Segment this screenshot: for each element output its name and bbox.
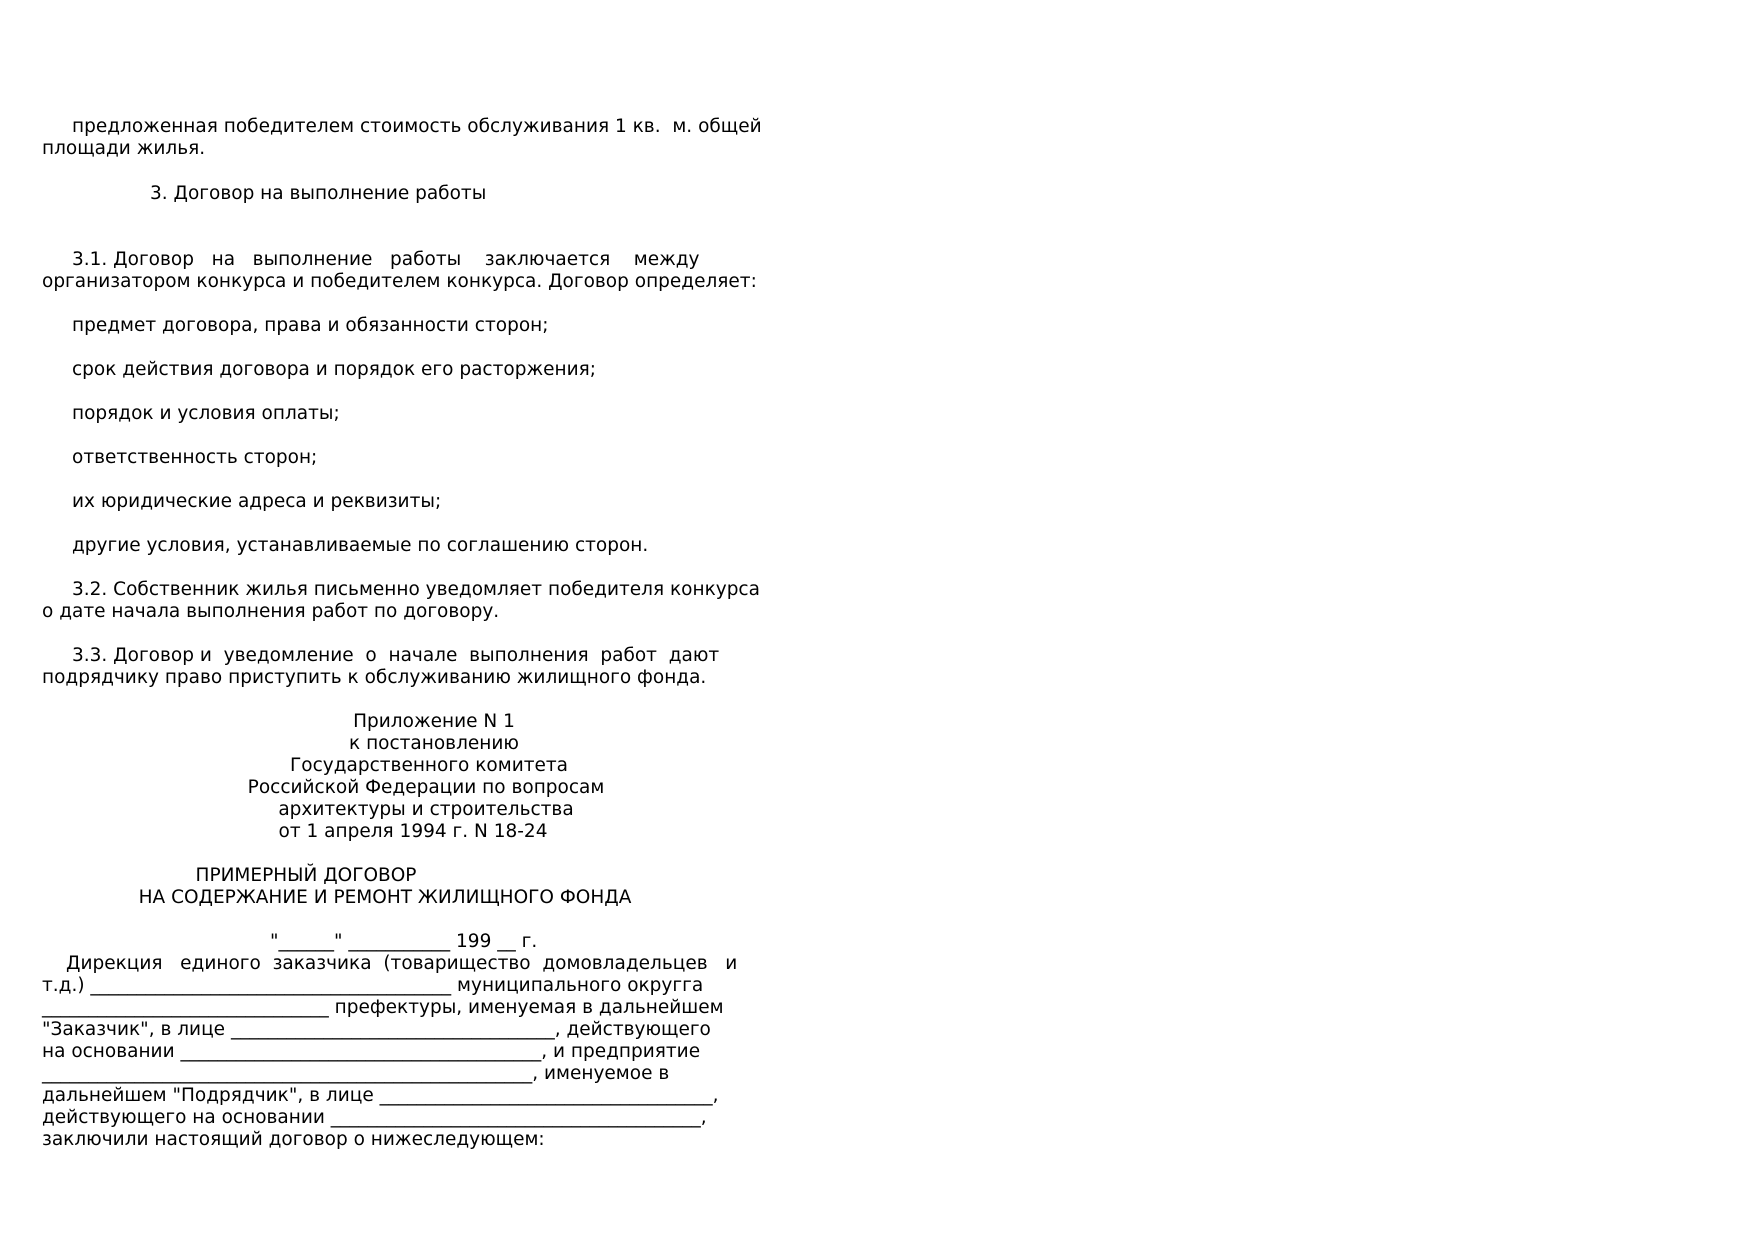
preamble-line: дальнейшем "Подрядчик", в лице ____________________________________, bbox=[42, 1085, 719, 1106]
preamble-line: "Заказчик", в лице ___________________________________, действующего bbox=[42, 1019, 711, 1040]
list-item: порядок и условия оплаты; bbox=[72, 403, 340, 424]
paragraph-3-2-line-2: о дате начала выполнения работ по договору. bbox=[42, 601, 500, 622]
list-item: их юридические адреса и реквизиты; bbox=[72, 491, 442, 512]
list-item: ответственность сторон; bbox=[72, 447, 318, 468]
contract-date-line: "______" ___________ 199 __ г. bbox=[270, 931, 538, 952]
list-item: срок действия договора и порядок его расторжения; bbox=[72, 359, 596, 380]
preamble-line: _______________________________ префектуры, именуемая в дальнейшем bbox=[42, 997, 724, 1018]
intro-line-1: предложенная победителем стоимость обслуживания 1 кв. м. общей bbox=[72, 116, 762, 137]
paragraph-3-2-line-1: 3.2. Собственник жилья письменно уведомляет победителя конкурса bbox=[72, 579, 760, 600]
document-page: предложенная победителем стоимость обслуживания 1 кв. м. общей площади жилья. 3. Договор на выполнение работы 3.1. Договор на выполнение работы заключается между организатором конкурса и победителем конкурса. Договор определяет: предмет договора, права и обязанности сторон; срок действия договора и порядок его расторжения; порядок и условия оплаты; ответственность сторон; их юридические адреса и реквизиты; другие условия, устанавливаемые по соглашению сторон. 3.2. Собственник жилья письменно уведомляет победителя конкурса о дате начала выполнения работ по договору. 3.3. Договор и уведомление о начале выполнения работ дают подрядчику право приступить к обслуживанию жилищного фонда. Приложение N 1 к постановлению Государственного комитета Российской Федерации по вопросам архитектуры и строительства от 1 апреля 1994 г. N 18-24 ПРИМЕРНЫЙ ДОГОВОР НА СОДЕРЖАНИЕ И РЕМОНТ ЖИЛИЩНОГО ФОНДА "______" ___________ 199 __ г. Дирекция единого заказчика (товарищество домовладельцев и т.д.) _______________________________________ муниципального округга _______________________________ префектуры, именуемая в дальнейшем "Заказчик", в лице ___________________________________, действующего на основании _______________________________________, и предприятие _____________________________________________________, именуемое в дальнейшем "Подрядчик", в лице ____________________________________, действующего на основании ________________________________________, заключили настоящий договор о нижеследующем: bbox=[42, 116, 762, 1150]
intro-line-2: площади жилья. bbox=[42, 138, 206, 159]
paragraph-3-3-line-1: 3.3. Договор и уведомление о начале выполнения работ дают bbox=[72, 645, 720, 666]
preamble-line: Дирекция единого заказчика (товарищество домовладельцев и bbox=[66, 953, 738, 974]
section-3-title: 3. Договор на выполнение работы bbox=[150, 183, 487, 204]
list-item: предмет договора, права и обязанности сторон; bbox=[72, 315, 549, 336]
paragraph-3-1-line-2: организатором конкурса и победителем конкурса. Договор определяет: bbox=[42, 271, 757, 292]
preamble-line: _____________________________________________________, именуемое в bbox=[42, 1063, 670, 1084]
preamble-line: действующего на основании ________________________________________, bbox=[42, 1107, 707, 1128]
paragraph-3-1-line-1: 3.1. Договор на выполнение работы заключается между bbox=[72, 249, 700, 270]
preamble-line: т.д.) _______________________________________ муниципального округга bbox=[42, 975, 704, 996]
list-item: другие условия, устанавливаемые по соглашению сторон. bbox=[72, 535, 649, 556]
paragraph-3-3-line-2: подрядчику право приступить к обслуживанию жилищного фонда. bbox=[42, 667, 707, 688]
preamble-line: заключили настоящий договор о нижеследующем: bbox=[42, 1129, 545, 1150]
preamble-line: на основании _______________________________________, и предприятие bbox=[42, 1041, 701, 1062]
